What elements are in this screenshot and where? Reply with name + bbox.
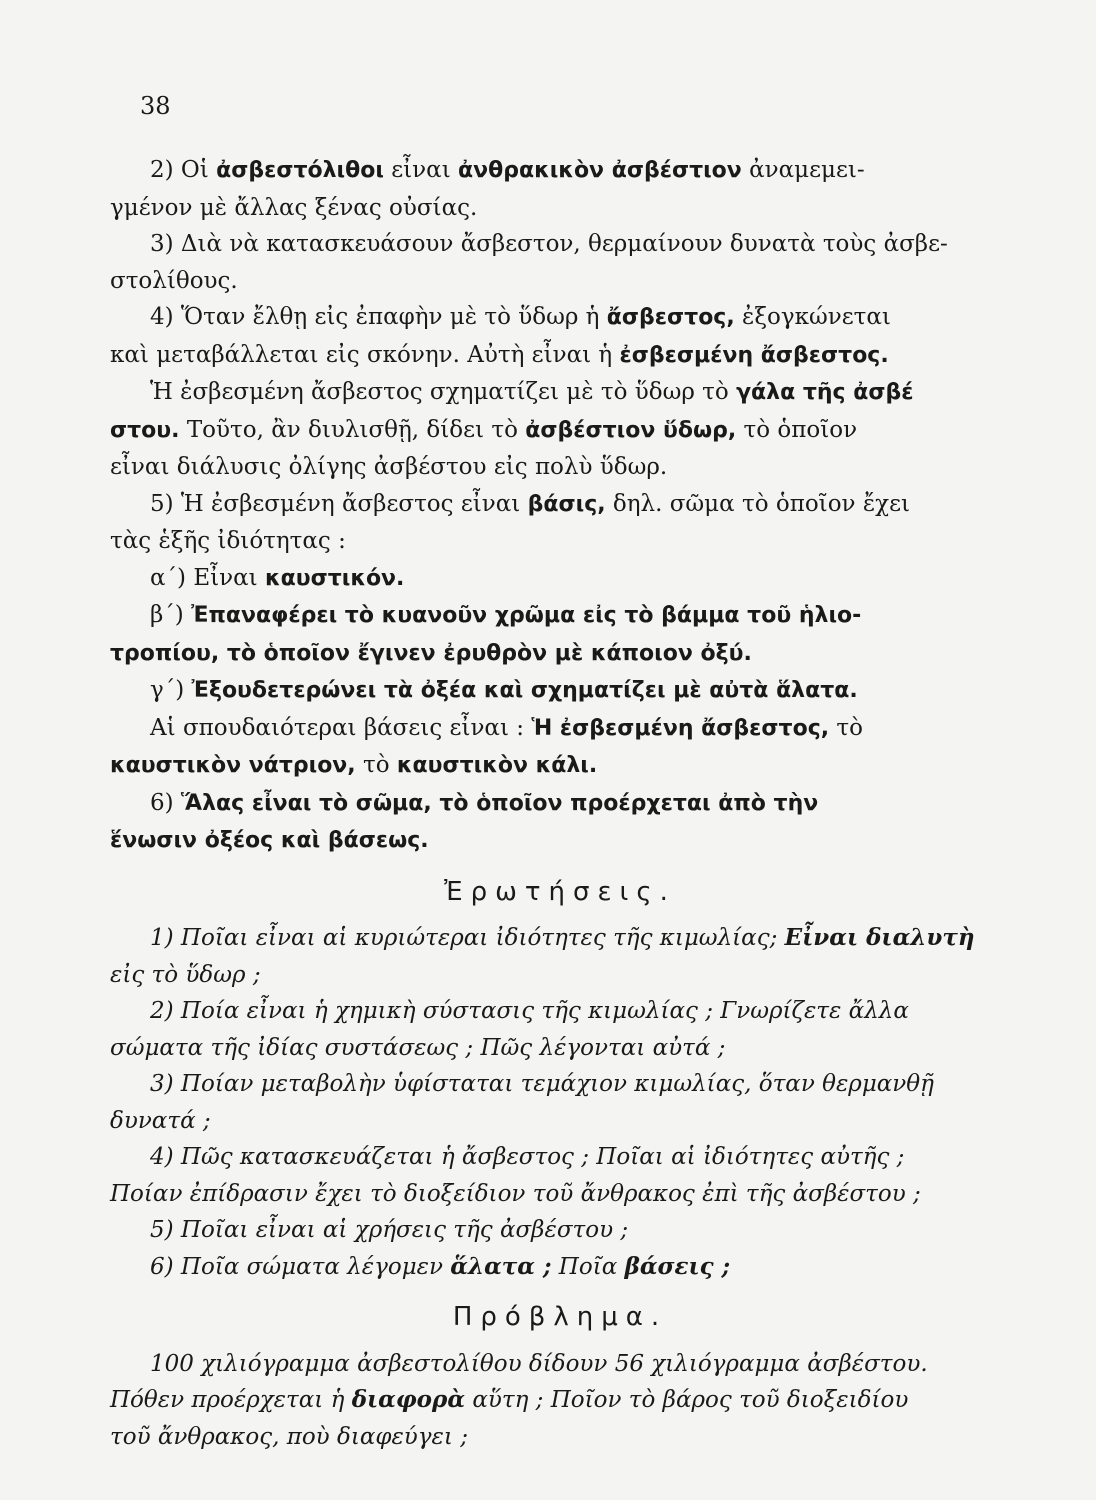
property-gamma: γ΄) Ἐξουδετερώνει τὰ ὀξέα καὶ σχηματίζει μὲ αὐτὰ ἅλατα. — [150, 677, 858, 703]
paragraph-6-cont: ἕνωσιν ὀξέος καὶ βάσεως. — [110, 828, 429, 853]
problem-line-2: Πόθεν προέρχεται ἡ διαφορὰ αὕτη ; Ποῖον τὸ βάρος τοῦ διοξειδίου — [110, 1386, 909, 1413]
paragraph-4-line3: Ἡ ἐσβεσμένη ἄσβεστος σχηματίζει μὲ τὸ ὕδωρ τὸ γάλα τῆς ἀσβέ — [150, 379, 914, 405]
paragraph-3: 3) Διὰ νὰ κατασκευάσουν ἄσβεστον, θερμαίνουν δυνατὰ τοὺς ἀσβε- — [150, 231, 948, 257]
questions-list — [110, 920, 1010, 1285]
question-5: 5) Ποῖαι εἶναι αἱ χρήσεις τῆς ἀσβέστου ; — [150, 1217, 629, 1243]
question-6: 6) Ποῖα σώματα λέγομεν ἅλατα ; Ποῖα βάσεις ; — [150, 1252, 731, 1280]
paragraph-3-cont: στολίθους. — [110, 267, 238, 294]
question-3-cont: δυνατά ; — [110, 1107, 211, 1134]
paragraph-5: 5) Ἡ ἐσβεσμένη ἄσβεστος εἶναι βάσις, δηλ. σῶμα τὸ ὁποῖον ἔχει — [150, 490, 911, 517]
paragraph-4-line4: στου. Τοῦτο, ἂν διυλισθῇ, δίδει τὸ ἀσβέστιον ὕδωρ, τὸ ὁποῖον — [110, 416, 858, 443]
paragraph-2: 2) Οἱ ἀσβεστόλιθοι εἶναι ἀνθρακικὸν ἀσβέστιον ἀναμεμει- — [150, 157, 865, 183]
page-body — [110, 152, 1010, 1455]
question-4: 4) Πῶς κατασκευάζεται ἡ ἄσβεστος ; Ποῖαι αἱ ἰδιότητες αὐτῆς ; — [150, 1144, 905, 1170]
paragraph-4: 4) Ὅταν ἔλθῃ εἰς ἐπαφὴν μὲ τὸ ὕδωρ ἡ ἄσβεστος, ἐξογκώνεται — [150, 304, 891, 330]
questions-heading: Ἐρωτήσεις. — [444, 876, 676, 907]
question-1: 1) Ποῖαι εἶναι αἱ κυριώτεραι ἰδιότητες τῆς κιμωλίας; Εἶναι διαλυτὴ — [150, 924, 975, 951]
problem-line-3: τοῦ ἄνθρακος, ποὺ διαφεύγει ; — [110, 1423, 468, 1450]
question-1-cont: εἰς τὸ ὕδωρ ; — [110, 961, 261, 988]
paragraph-6: 6) Ἅλας εἶναι τὸ σῶμα, τὸ ὁποῖον προέρχεται ἀπὸ τὴν — [150, 789, 819, 816]
property-alpha: α΄) Εἶναι καυστικόν. — [150, 564, 405, 591]
problem-heading: Πρόβλημα. — [452, 1302, 668, 1332]
question-4-cont: Ποίαν ἐπίδρασιν ἔχει τὸ διοξείδιον τοῦ ἄνθρακος ἐπὶ τῆς ἀσβέστου ; — [110, 1180, 921, 1207]
problem-text — [110, 1346, 1010, 1456]
question-2-cont: σώματα τῆς ἰδίας συστάσεως ; Πῶς λέγονται αὐτά ; — [110, 1034, 726, 1061]
paragraph-4-line2: καὶ μεταβάλλεται εἰς σκόνην. Αὐτὴ εἶναι ἡ ἐσβεσμένη ἄσβεστος. — [110, 341, 889, 368]
property-beta-cont: τροπίου, τὸ ὁποῖον ἔγινεν ἐρυθρὸν μὲ κάποιον ὀξύ. — [110, 640, 752, 666]
problem-line-1: 100 χιλιόγραμμα ἀσβεστολίθου δίδουν 56 χιλιόγραμμα ἀσβέστου. — [150, 1350, 928, 1377]
bases-line-cont: καυστικὸν νάτριον, τὸ καυστικὸν κάλι. — [110, 752, 598, 778]
bases-line: Αἱ σπουδαιότεραι βάσεις εἶναι : Ἡ ἐσβεσμένη ἄσβεστος, τὸ — [150, 714, 863, 741]
paragraph-4-line5: εἶναι διάλυσις ὀλίγης ἀσβέστου εἰς πολὺ ὕδωρ. — [110, 454, 668, 480]
paragraph-5-cont: τὰς ἑξῆς ἰδιότητας : — [110, 528, 346, 554]
question-2: 2) Ποία εἶναι ἡ χημικὴ σύστασις τῆς κιμωλίας ; Γνωρίζετε ἄλλα — [150, 998, 909, 1024]
question-3: 3) Ποίαν μεταβολὴν ὑφίσταται τεμάχιον κιμωλίας, ὅταν θερμανθῇ — [150, 1071, 934, 1097]
page-number: 38 — [140, 92, 171, 120]
property-beta: β΄) Ἐπαναφέρει τὸ κυανοῦν χρῶμα εἰς τὸ βάμμα τοῦ ἡλιο- — [150, 602, 862, 628]
paragraph-2-cont: γμένον μὲ ἄλλας ξένας οὐσίας. — [110, 194, 478, 221]
